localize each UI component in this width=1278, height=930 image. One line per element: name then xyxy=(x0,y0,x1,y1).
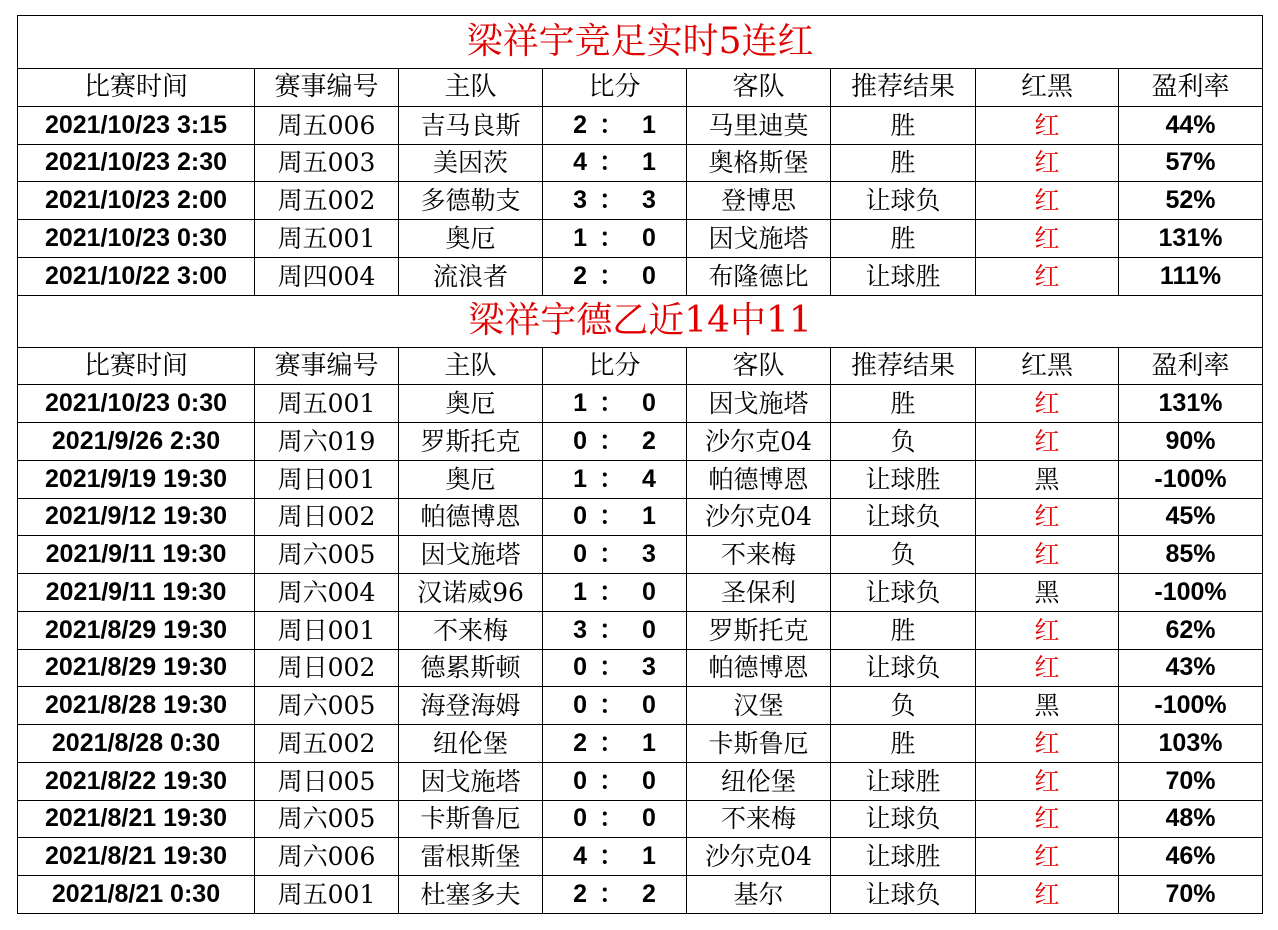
table-row xyxy=(18,257,1263,295)
away-team: 沙尔克04 xyxy=(687,498,831,536)
score-away: 0 xyxy=(642,577,656,606)
score-separator: ： xyxy=(598,502,624,531)
table-row xyxy=(18,182,1263,220)
match-id: 周五003 xyxy=(255,144,399,182)
score-home: 0 xyxy=(573,426,587,455)
score xyxy=(543,687,687,725)
profit-rate: 70% xyxy=(1119,762,1263,800)
score-away: 1 xyxy=(642,728,656,757)
score xyxy=(543,498,687,536)
recommend-result: 胜 xyxy=(831,385,976,423)
header-score: 比分 xyxy=(543,69,687,107)
home-team: 奥厄 xyxy=(399,460,543,498)
score xyxy=(543,649,687,687)
score-away: 0 xyxy=(642,691,656,720)
match-time: 2021/9/19 19:30 xyxy=(18,460,255,498)
table-row xyxy=(18,800,1263,838)
match-id: 周五001 xyxy=(255,385,399,423)
home-team: 因戈施塔 xyxy=(399,762,543,800)
table-row xyxy=(18,649,1263,687)
score-home: 2 xyxy=(573,110,587,139)
score-home: 3 xyxy=(573,186,587,215)
red-black: 红 xyxy=(976,144,1119,182)
score-home: 2 xyxy=(573,728,587,757)
home-team: 因戈施塔 xyxy=(399,536,543,574)
home-team: 德累斯顿 xyxy=(399,649,543,687)
profit-rate: 70% xyxy=(1119,876,1263,914)
score-home: 1 xyxy=(573,577,587,606)
score-home: 1 xyxy=(573,223,587,252)
red-black: 黑 xyxy=(976,460,1119,498)
home-team: 吉马良斯 xyxy=(399,106,543,144)
home-team: 帕德博恩 xyxy=(399,498,543,536)
profit-rate: 131% xyxy=(1119,220,1263,258)
table-row xyxy=(18,423,1263,461)
recommend-result: 让球胜 xyxy=(831,762,976,800)
score-away: 4 xyxy=(642,464,656,493)
score-separator: ： xyxy=(598,615,624,644)
recommend-result: 让球负 xyxy=(831,182,976,220)
away-team: 沙尔克04 xyxy=(687,423,831,461)
recommend-result: 胜 xyxy=(831,725,976,763)
red-black: 红 xyxy=(976,611,1119,649)
table-row xyxy=(18,144,1263,182)
score xyxy=(543,536,687,574)
red-black: 红 xyxy=(976,725,1119,763)
profit-rate: 111% xyxy=(1119,257,1263,295)
home-team: 海登海姆 xyxy=(399,687,543,725)
score-away: 3 xyxy=(642,540,656,569)
red-black: 黑 xyxy=(976,687,1119,725)
match-id: 周四004 xyxy=(255,257,399,295)
away-team: 因戈施塔 xyxy=(687,385,831,423)
score xyxy=(543,838,687,876)
profit-rate: 85% xyxy=(1119,536,1263,574)
score-away: 1 xyxy=(642,502,656,531)
score xyxy=(543,460,687,498)
header-profit-rate: 盈利率 xyxy=(1119,69,1263,107)
red-black: 红 xyxy=(976,800,1119,838)
header-red-black: 红黑 xyxy=(976,347,1119,385)
home-team: 美因茨 xyxy=(399,144,543,182)
profit-rate: 103% xyxy=(1119,725,1263,763)
header-result: 推荐结果 xyxy=(831,69,976,107)
profit-rate: 46% xyxy=(1119,838,1263,876)
match-time: 2021/8/21 0:30 xyxy=(18,876,255,914)
away-team: 沙尔克04 xyxy=(687,838,831,876)
match-time: 2021/9/11 19:30 xyxy=(18,536,255,574)
away-team: 奥格斯堡 xyxy=(687,144,831,182)
table-row xyxy=(18,220,1263,258)
recommend-result: 让球胜 xyxy=(831,460,976,498)
score-separator: ： xyxy=(598,766,624,795)
match-time: 2021/10/23 3:15 xyxy=(18,106,255,144)
red-black: 红 xyxy=(976,257,1119,295)
header-home: 主队 xyxy=(399,347,543,385)
score-away: 1 xyxy=(642,842,656,871)
red-black: 红 xyxy=(976,423,1119,461)
match-id: 周六006 xyxy=(255,838,399,876)
score xyxy=(543,876,687,914)
recommend-result: 让球负 xyxy=(831,800,976,838)
score-away: 0 xyxy=(642,615,656,644)
score-away: 2 xyxy=(642,880,656,909)
score-away: 0 xyxy=(642,261,656,290)
table-row xyxy=(18,876,1263,914)
match-time: 2021/8/22 19:30 xyxy=(18,762,255,800)
profit-rate: 48% xyxy=(1119,800,1263,838)
results-table xyxy=(17,15,1263,914)
score xyxy=(543,257,687,295)
score-home: 0 xyxy=(573,691,587,720)
home-team: 多德勒支 xyxy=(399,182,543,220)
recommend-result: 让球胜 xyxy=(831,257,976,295)
match-id: 周日001 xyxy=(255,460,399,498)
score-separator: ： xyxy=(598,880,624,909)
score-separator: ： xyxy=(598,804,624,833)
match-time: 2021/8/29 19:30 xyxy=(18,649,255,687)
score-away: 0 xyxy=(642,223,656,252)
red-black: 红 xyxy=(976,220,1119,258)
match-id: 周日002 xyxy=(255,649,399,687)
profit-rate: 44% xyxy=(1119,106,1263,144)
match-time: 2021/9/11 19:30 xyxy=(18,574,255,612)
recommend-result: 负 xyxy=(831,423,976,461)
table-row xyxy=(18,536,1263,574)
score-separator: ： xyxy=(598,426,624,455)
score-separator: ： xyxy=(598,464,624,493)
recommend-result: 胜 xyxy=(831,220,976,258)
header-time: 比赛时间 xyxy=(18,347,255,385)
red-black: 红 xyxy=(976,106,1119,144)
match-time: 2021/10/23 2:30 xyxy=(18,144,255,182)
score-away: 2 xyxy=(642,426,656,455)
away-team: 帕德博恩 xyxy=(687,460,831,498)
recommend-result: 胜 xyxy=(831,611,976,649)
score-home: 2 xyxy=(573,261,587,290)
score-home: 1 xyxy=(573,464,587,493)
profit-rate: 52% xyxy=(1119,182,1263,220)
match-time: 2021/8/29 19:30 xyxy=(18,611,255,649)
score-separator: ： xyxy=(598,148,624,177)
table-row xyxy=(18,385,1263,423)
match-id: 周六004 xyxy=(255,574,399,612)
score-away: 0 xyxy=(642,389,656,418)
score-separator: ： xyxy=(598,540,624,569)
match-id: 周五001 xyxy=(255,220,399,258)
recommend-result: 胜 xyxy=(831,144,976,182)
score-separator: ： xyxy=(598,691,624,720)
score-home: 1 xyxy=(573,389,587,418)
table-row xyxy=(18,106,1263,144)
table-row xyxy=(18,498,1263,536)
score xyxy=(543,385,687,423)
recommend-result: 让球负 xyxy=(831,876,976,914)
profit-rate: 43% xyxy=(1119,649,1263,687)
score-home: 3 xyxy=(573,615,587,644)
match-id: 周六005 xyxy=(255,800,399,838)
match-id: 周日001 xyxy=(255,611,399,649)
header-home: 主队 xyxy=(399,69,543,107)
score-separator: ： xyxy=(598,653,624,682)
profit-rate: 131% xyxy=(1119,385,1263,423)
away-team: 圣保利 xyxy=(687,574,831,612)
recommend-result: 让球负 xyxy=(831,498,976,536)
match-id: 周六005 xyxy=(255,536,399,574)
profit-rate: 57% xyxy=(1119,144,1263,182)
red-black: 红 xyxy=(976,182,1119,220)
score-separator: ： xyxy=(598,110,624,139)
red-black: 红 xyxy=(976,838,1119,876)
score xyxy=(543,182,687,220)
match-time: 2021/9/26 2:30 xyxy=(18,423,255,461)
red-black: 红 xyxy=(976,536,1119,574)
away-team: 帕德博恩 xyxy=(687,649,831,687)
score-home: 0 xyxy=(573,540,587,569)
recommend-result: 让球负 xyxy=(831,649,976,687)
match-time: 2021/8/21 19:30 xyxy=(18,838,255,876)
score xyxy=(543,106,687,144)
home-team: 奥厄 xyxy=(399,220,543,258)
home-team: 卡斯鲁厄 xyxy=(399,800,543,838)
red-black: 黑 xyxy=(976,574,1119,612)
header-result: 推荐结果 xyxy=(831,347,976,385)
score-away: 1 xyxy=(642,148,656,177)
match-id: 周六005 xyxy=(255,687,399,725)
match-id: 周五006 xyxy=(255,106,399,144)
away-team: 布隆德比 xyxy=(687,257,831,295)
score-separator: ： xyxy=(598,186,624,215)
score xyxy=(543,220,687,258)
score-home: 0 xyxy=(573,766,587,795)
home-team: 纽伦堡 xyxy=(399,725,543,763)
home-team: 奥厄 xyxy=(399,385,543,423)
header-red-black: 红黑 xyxy=(976,69,1119,107)
recommend-result: 让球负 xyxy=(831,574,976,612)
section-title: 梁祥宇竞足实时5连红 xyxy=(18,16,1263,69)
profit-rate: -100% xyxy=(1119,460,1263,498)
section-title-row xyxy=(18,16,1263,69)
match-id: 周五002 xyxy=(255,182,399,220)
recommend-result: 让球胜 xyxy=(831,838,976,876)
away-team: 马里迪莫 xyxy=(687,106,831,144)
table-row xyxy=(18,762,1263,800)
score xyxy=(543,611,687,649)
away-team: 基尔 xyxy=(687,876,831,914)
score-separator: ： xyxy=(598,728,624,757)
match-id: 周五001 xyxy=(255,876,399,914)
table-row xyxy=(18,838,1263,876)
score-away: 0 xyxy=(642,804,656,833)
score-away: 0 xyxy=(642,766,656,795)
match-time: 2021/10/23 2:00 xyxy=(18,182,255,220)
score-separator: ： xyxy=(598,577,624,606)
score-home: 4 xyxy=(573,148,587,177)
match-time: 2021/10/23 0:30 xyxy=(18,385,255,423)
match-time: 2021/8/28 19:30 xyxy=(18,687,255,725)
red-black: 红 xyxy=(976,876,1119,914)
score-home: 4 xyxy=(573,842,587,871)
score xyxy=(543,800,687,838)
red-black: 红 xyxy=(976,762,1119,800)
table-row xyxy=(18,460,1263,498)
score-away: 3 xyxy=(642,653,656,682)
match-time: 2021/10/23 0:30 xyxy=(18,220,255,258)
header-match-id: 赛事编号 xyxy=(255,69,399,107)
red-black: 红 xyxy=(976,498,1119,536)
away-team: 汉堡 xyxy=(687,687,831,725)
home-team: 不来梅 xyxy=(399,611,543,649)
score-separator: ： xyxy=(598,223,624,252)
match-id: 周日002 xyxy=(255,498,399,536)
profit-rate: 90% xyxy=(1119,423,1263,461)
away-team: 纽伦堡 xyxy=(687,762,831,800)
profit-rate: -100% xyxy=(1119,574,1263,612)
match-id: 周五002 xyxy=(255,725,399,763)
header-match-id: 赛事编号 xyxy=(255,347,399,385)
match-time: 2021/10/22 3:00 xyxy=(18,257,255,295)
away-team: 不来梅 xyxy=(687,536,831,574)
score-home: 2 xyxy=(573,880,587,909)
table-row xyxy=(18,611,1263,649)
header-away: 客队 xyxy=(687,69,831,107)
table-row xyxy=(18,574,1263,612)
header-row xyxy=(18,69,1263,107)
match-id: 周日005 xyxy=(255,762,399,800)
profit-rate: -100% xyxy=(1119,687,1263,725)
red-black: 红 xyxy=(976,649,1119,687)
home-team: 雷根斯堡 xyxy=(399,838,543,876)
home-team: 流浪者 xyxy=(399,257,543,295)
red-black: 红 xyxy=(976,385,1119,423)
home-team: 杜塞多夫 xyxy=(399,876,543,914)
table-row xyxy=(18,687,1263,725)
score-home: 0 xyxy=(573,502,587,531)
header-row xyxy=(18,347,1263,385)
score xyxy=(543,144,687,182)
profit-rate: 45% xyxy=(1119,498,1263,536)
table-row xyxy=(18,725,1263,763)
recommend-result: 负 xyxy=(831,687,976,725)
match-time: 2021/8/21 19:30 xyxy=(18,800,255,838)
score xyxy=(543,725,687,763)
away-team: 不来梅 xyxy=(687,800,831,838)
away-team: 登博思 xyxy=(687,182,831,220)
score-separator: ： xyxy=(598,389,624,418)
section-title: 梁祥宇德乙近14中11 xyxy=(18,295,1263,347)
recommend-result: 胜 xyxy=(831,106,976,144)
score-separator: ： xyxy=(598,842,624,871)
away-team: 卡斯鲁厄 xyxy=(687,725,831,763)
score-away: 1 xyxy=(642,110,656,139)
away-team: 因戈施塔 xyxy=(687,220,831,258)
profit-rate: 62% xyxy=(1119,611,1263,649)
header-profit-rate: 盈利率 xyxy=(1119,347,1263,385)
score-home: 0 xyxy=(573,804,587,833)
header-away: 客队 xyxy=(687,347,831,385)
match-id: 周六019 xyxy=(255,423,399,461)
score-separator: ： xyxy=(598,261,624,290)
home-team: 汉诺威96 xyxy=(399,574,543,612)
score xyxy=(543,762,687,800)
header-time: 比赛时间 xyxy=(18,69,255,107)
section-title-row xyxy=(18,295,1263,347)
score-away: 3 xyxy=(642,186,656,215)
score xyxy=(543,574,687,612)
score-home: 0 xyxy=(573,653,587,682)
score xyxy=(543,423,687,461)
match-time: 2021/8/28 0:30 xyxy=(18,725,255,763)
home-team: 罗斯托克 xyxy=(399,423,543,461)
match-time: 2021/9/12 19:30 xyxy=(18,498,255,536)
header-score: 比分 xyxy=(543,347,687,385)
away-team: 罗斯托克 xyxy=(687,611,831,649)
recommend-result: 负 xyxy=(831,536,976,574)
